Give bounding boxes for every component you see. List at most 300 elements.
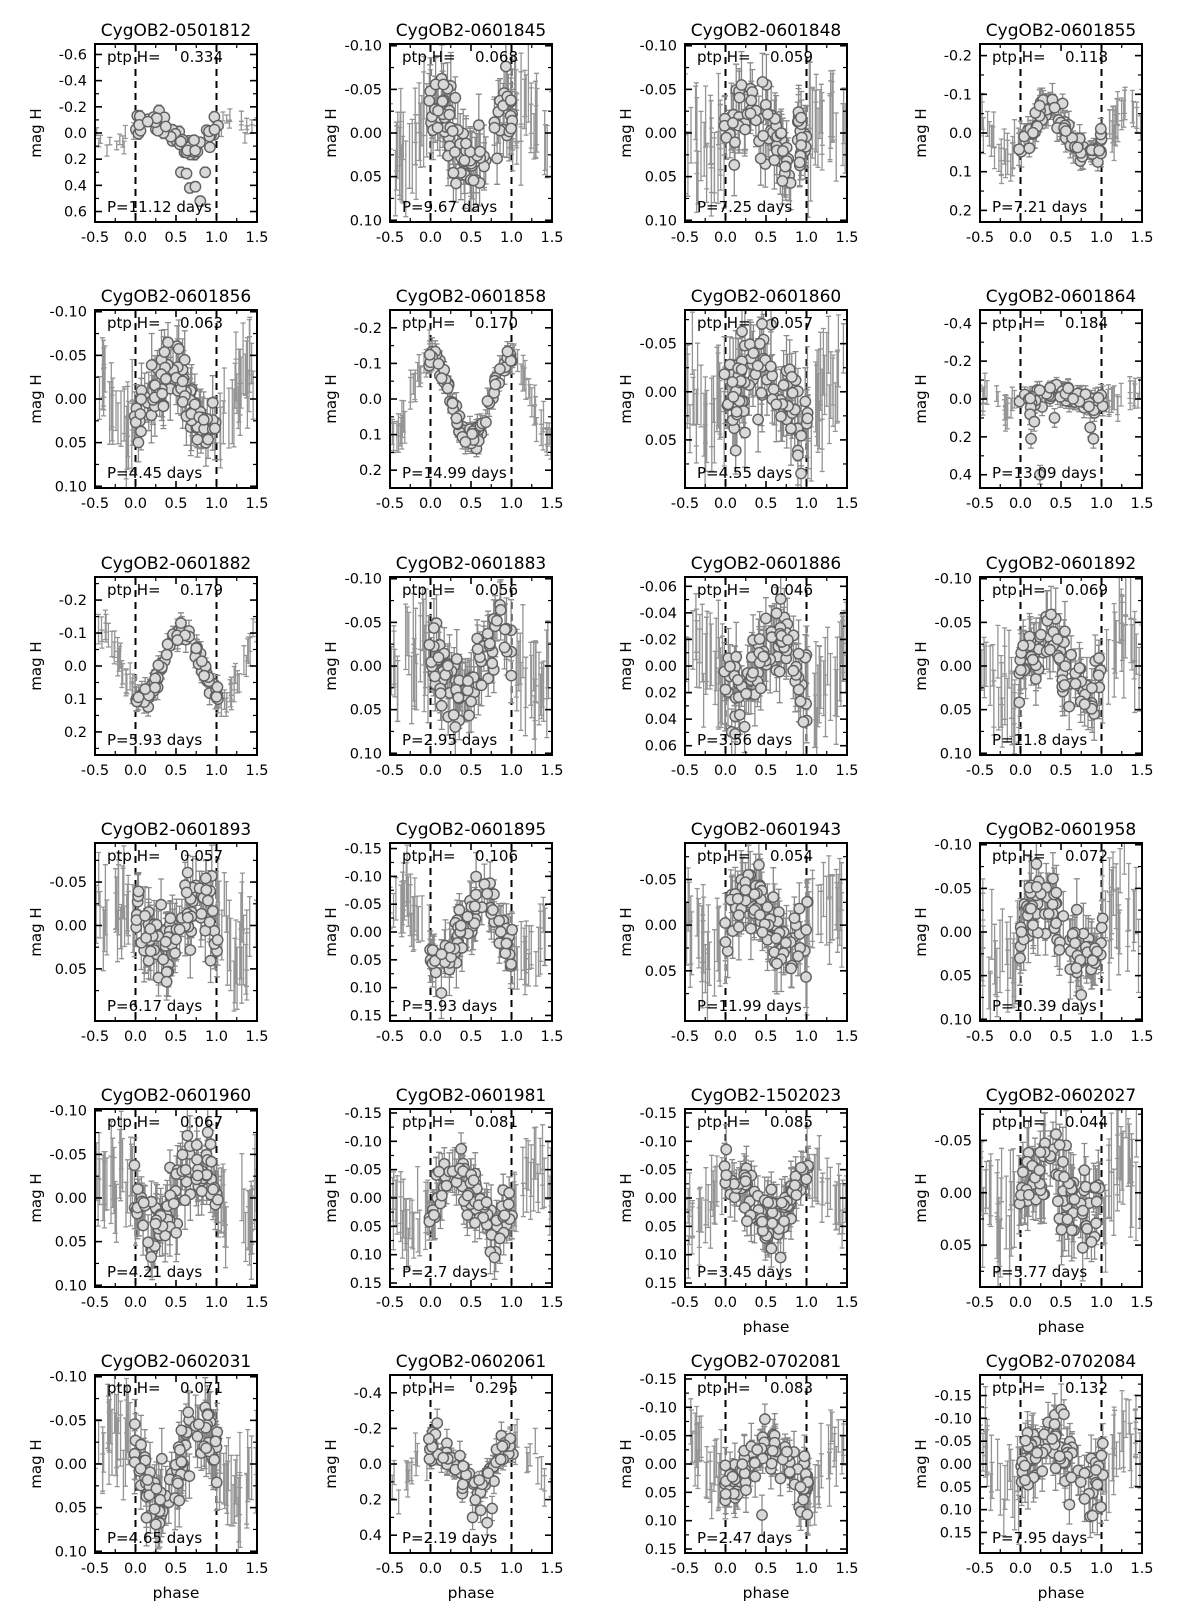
- panel-CygOB2-0601895: [322, 820, 564, 1045]
- y-tick-label: 0.00: [939, 1185, 972, 1202]
- panel-title: CygOB2-0501812: [100, 21, 252, 41]
- y-tick-label: 0.05: [939, 1238, 972, 1255]
- data-points: [424, 346, 517, 454]
- x-axis-label: phase: [742, 1584, 790, 1602]
- x-tick-label: -0.5: [670, 1029, 700, 1045]
- ptp-value: 0.063: [180, 314, 223, 332]
- x-tick-label: 1.0: [499, 763, 524, 779]
- ptp-value: 0.069: [1065, 581, 1108, 599]
- panel-title: CygOB2-0601943: [690, 820, 842, 840]
- x-tick-label: 1.5: [835, 1029, 859, 1045]
- y-axis-label: mag H: [322, 374, 340, 424]
- y-tick-label: -0.10: [344, 571, 382, 588]
- x-tick-label: 1.5: [245, 496, 269, 512]
- ptp-label: ptp H=: [107, 581, 161, 599]
- x-tick-label: -0.5: [80, 230, 110, 246]
- x-tick-label: 1.0: [499, 230, 524, 246]
- x-axis-label: phase: [152, 1584, 200, 1602]
- ptp-value: 0.068: [475, 48, 518, 66]
- y-tick-label: 0.2: [63, 152, 87, 169]
- panel-title: CygOB2-0601981: [395, 1086, 547, 1106]
- y-tick-label: -0.1: [353, 356, 382, 373]
- panel-title: CygOB2-0601860: [690, 287, 842, 307]
- y-tick-label: 0.10: [349, 980, 382, 997]
- y-tick-label: 0.04: [644, 712, 677, 729]
- x-tick-label: -0.5: [965, 230, 995, 246]
- ptp-label: ptp H=: [697, 1379, 751, 1397]
- x-tick-label: -0.5: [80, 763, 110, 779]
- x-tick-label: 0.5: [1049, 1029, 1073, 1045]
- ptp-value: 0.106: [475, 847, 518, 865]
- panel-CygOB2-0601981: [322, 1086, 564, 1311]
- y-tick-label: 0.10: [54, 479, 87, 496]
- y-tick-label: 0.05: [349, 1219, 382, 1236]
- y-tick-label: 0.00: [939, 925, 972, 941]
- y-tick-label: 0.0: [948, 392, 972, 408]
- y-axis-label: mag H: [27, 907, 45, 957]
- x-tick-label: 1.0: [1089, 496, 1114, 512]
- x-tick-label: 0.5: [459, 763, 483, 779]
- y-tick-label: 0.10: [644, 1247, 677, 1264]
- y-tick-label: -0.05: [49, 1147, 87, 1164]
- y-tick-label: 0.15: [939, 1525, 972, 1542]
- y-tick-label: 0.05: [939, 1479, 972, 1496]
- y-tick-label: -0.10: [344, 1134, 382, 1151]
- ptp-value: 0.057: [180, 847, 223, 865]
- panel-CygOB2-0601943: [617, 820, 859, 1045]
- y-tick-label: -0.05: [639, 82, 677, 99]
- panel-title: CygOB2-0601960: [100, 1086, 252, 1106]
- x-tick-label: 0.0: [1008, 1029, 1033, 1045]
- ptp-value: 0.132: [1065, 1379, 1108, 1397]
- y-tick-label: -0.05: [934, 881, 972, 898]
- y-tick-label: -0.10: [934, 571, 972, 588]
- y-tick-label: -0.10: [639, 38, 677, 55]
- x-tick-label: 1.5: [540, 763, 564, 779]
- y-tick-label: -0.10: [49, 1103, 87, 1120]
- panel-CygOB2-1502023: [617, 1086, 859, 1336]
- y-tick-label: -0.10: [639, 1134, 677, 1151]
- x-tick-label: 0.5: [164, 496, 188, 512]
- x-tick-label: 1.0: [794, 1561, 819, 1577]
- ptp-label: ptp H=: [402, 314, 456, 332]
- y-tick-label: 0.2: [358, 463, 382, 480]
- panel-CygOB2-0601845: [322, 21, 564, 246]
- y-axis-label: mag H: [322, 1173, 340, 1223]
- y-tick-label: 0.0: [358, 1457, 382, 1473]
- ptp-value: 0.170: [475, 314, 518, 332]
- y-tick-label: 0.1: [358, 427, 382, 444]
- y-tick-label: 0.15: [644, 1542, 677, 1559]
- x-tick-label: 0.0: [418, 1029, 443, 1045]
- panel-CygOB2-0601855: [912, 21, 1154, 246]
- ptp-label: ptp H=: [107, 1113, 161, 1131]
- panel-CygOB2-0601858: [322, 287, 564, 512]
- x-tick-label: 0.0: [418, 1561, 443, 1577]
- y-tick-label: -0.05: [344, 1162, 382, 1179]
- ptp-value: 0.057: [770, 314, 813, 332]
- y-tick-label: -0.2: [943, 48, 972, 65]
- x-tick-label: -0.5: [965, 1295, 995, 1311]
- x-tick-label: -0.5: [80, 496, 110, 512]
- y-axis-label: mag H: [617, 1173, 635, 1223]
- x-tick-label: 0.5: [164, 230, 188, 246]
- period-label: P=14.99 days: [402, 464, 507, 482]
- ptp-value: 0.118: [1065, 48, 1108, 66]
- y-axis-label: mag H: [617, 108, 635, 158]
- x-tick-label: 0.0: [1008, 1295, 1033, 1311]
- y-axis-label: mag H: [27, 108, 45, 158]
- y-axis-label: mag H: [912, 641, 930, 691]
- ptp-label: ptp H=: [992, 1113, 1046, 1131]
- y-tick-label: 0.4: [358, 1528, 382, 1545]
- y-tick-label: 0.02: [644, 685, 677, 702]
- x-tick-label: 1.5: [1130, 1561, 1154, 1577]
- x-tick-label: 1.5: [245, 1561, 269, 1577]
- y-tick-label: 0.6: [63, 204, 87, 221]
- period-label: P=6.17 days: [107, 997, 203, 1015]
- y-tick-label: 0.10: [349, 1247, 382, 1264]
- x-tick-label: 0.5: [754, 1295, 778, 1311]
- x-tick-label: 0.5: [1049, 496, 1073, 512]
- ptp-label: ptp H=: [697, 48, 751, 66]
- data-points: [131, 618, 223, 712]
- x-tick-label: 0.5: [754, 763, 778, 779]
- y-tick-label: -0.10: [639, 1400, 677, 1417]
- ptp-label: ptp H=: [402, 847, 456, 865]
- ptp-label: ptp H=: [402, 48, 456, 66]
- x-tick-label: 0.0: [123, 763, 148, 779]
- panel-CygOB2-0601864: [912, 287, 1154, 512]
- ptp-value: 0.085: [770, 1113, 813, 1131]
- x-tick-label: -0.5: [375, 1561, 405, 1577]
- x-tick-label: 1.5: [540, 1295, 564, 1311]
- y-tick-label: 0.05: [644, 963, 677, 980]
- y-tick-label: 0.05: [349, 702, 382, 719]
- y-tick-label: 0.05: [644, 1219, 677, 1236]
- y-tick-label: 0.2: [63, 724, 87, 741]
- x-tick-label: -0.5: [375, 230, 405, 246]
- x-tick-label: 1.5: [835, 496, 859, 512]
- ptp-value: 0.046: [770, 581, 813, 599]
- y-axis-label: mag H: [617, 907, 635, 957]
- panel-CygOB2-0601960: [27, 1086, 269, 1311]
- x-tick-label: 0.0: [418, 230, 443, 246]
- y-tick-label: 0.10: [644, 1513, 677, 1530]
- x-tick-label: -0.5: [375, 1295, 405, 1311]
- x-tick-label: 1.5: [540, 230, 564, 246]
- x-tick-label: 1.0: [499, 1029, 524, 1045]
- y-tick-label: 0.00: [939, 659, 972, 675]
- panel-CygOB2-0601886: [617, 554, 859, 779]
- ptp-label: ptp H=: [402, 581, 456, 599]
- panel-title: CygOB2-0601883: [395, 554, 547, 574]
- period-label: P=13.09 days: [992, 464, 1097, 482]
- panel-title: CygOB2-0601856: [100, 287, 252, 307]
- x-tick-label: 1.0: [1089, 1029, 1114, 1045]
- y-tick-label: 0.00: [644, 918, 677, 935]
- panel-CygOB2-0601958: [912, 820, 1154, 1045]
- y-axis-label: mag H: [912, 108, 930, 158]
- ptp-value: 0.184: [1065, 314, 1108, 332]
- y-tick-label: 0.00: [644, 659, 677, 675]
- panel-CygOB2-0602027: [912, 1086, 1154, 1336]
- x-tick-label: 0.5: [164, 1029, 188, 1045]
- ptp-label: ptp H=: [107, 48, 161, 66]
- ptp-value: 0.054: [770, 847, 813, 865]
- panel-title: CygOB2-0601895: [395, 820, 547, 840]
- y-tick-label: 0.05: [349, 169, 382, 186]
- y-tick-label: -0.05: [639, 872, 677, 889]
- y-tick-label: -0.10: [49, 304, 87, 321]
- x-tick-label: 1.0: [1089, 763, 1114, 779]
- x-tick-label: 0.5: [459, 1029, 483, 1045]
- ptp-label: ptp H=: [992, 1379, 1046, 1397]
- y-tick-label: 0.1: [948, 164, 972, 181]
- panel-CygOB2-0601893: [27, 820, 269, 1045]
- panel-title: CygOB2-0601855: [985, 21, 1137, 41]
- x-tick-label: 0.5: [459, 1295, 483, 1311]
- x-tick-label: 0.0: [713, 1561, 738, 1577]
- panel-title: CygOB2-0601886: [690, 554, 842, 574]
- period-label: P=4.65 days: [107, 1529, 203, 1547]
- x-tick-label: 0.5: [164, 1295, 188, 1311]
- panel-title: CygOB2-0702084: [985, 1352, 1137, 1372]
- period-label: P=3.56 days: [697, 731, 793, 749]
- x-tick-label: 1.0: [794, 1295, 819, 1311]
- x-tick-label: 0.0: [123, 496, 148, 512]
- x-tick-label: 1.0: [204, 1561, 229, 1577]
- y-tick-label: 0.05: [54, 1500, 87, 1517]
- ptp-label: ptp H=: [992, 48, 1046, 66]
- x-tick-label: 0.0: [123, 230, 148, 246]
- x-tick-label: 1.0: [204, 1029, 229, 1045]
- x-tick-label: 1.0: [499, 1295, 524, 1311]
- y-axis-label: mag H: [322, 108, 340, 158]
- data-points: [719, 594, 812, 739]
- ptp-label: ptp H=: [402, 1379, 456, 1397]
- y-tick-label: -0.2: [353, 1421, 382, 1438]
- panel-title: CygOB2-0601848: [690, 21, 842, 41]
- y-axis-label: mag H: [27, 1173, 45, 1223]
- period-label: P=10.39 days: [992, 997, 1097, 1015]
- period-label: P=9.67 days: [402, 198, 498, 216]
- ptp-label: ptp H=: [402, 1113, 456, 1131]
- y-tick-label: 0.2: [948, 203, 972, 220]
- y-tick-label: 0.05: [54, 1234, 87, 1251]
- x-tick-label: 1.5: [1130, 1029, 1154, 1045]
- panel-title: CygOB2-0602027: [985, 1086, 1137, 1106]
- y-tick-label: 0.05: [349, 952, 382, 969]
- x-tick-label: 1.5: [540, 1561, 564, 1577]
- y-axis-label: mag H: [617, 641, 635, 691]
- data-points: [424, 61, 517, 188]
- ptp-value: 0.056: [475, 581, 518, 599]
- period-label: P=5.77 days: [992, 1263, 1088, 1281]
- x-tick-label: 0.0: [1008, 1561, 1033, 1577]
- y-tick-label: -0.2: [943, 354, 972, 371]
- y-tick-label: 0.15: [349, 1008, 382, 1025]
- ptp-label: ptp H=: [697, 847, 751, 865]
- x-tick-label: 1.5: [540, 496, 564, 512]
- x-tick-label: -0.5: [670, 230, 700, 246]
- x-tick-label: 1.0: [794, 496, 819, 512]
- y-tick-label: -0.15: [639, 1371, 677, 1388]
- panel-title: CygOB2-0601845: [395, 21, 547, 41]
- ptp-label: ptp H=: [992, 847, 1046, 865]
- x-tick-label: 0.5: [459, 1561, 483, 1577]
- y-tick-label: 0.00: [54, 918, 87, 935]
- x-tick-label: 1.0: [1089, 1561, 1114, 1577]
- y-tick-label: -0.05: [639, 336, 677, 353]
- panel-CygOB2-0601848: [617, 21, 859, 246]
- x-tick-label: 1.5: [835, 230, 859, 246]
- y-tick-label: -0.15: [344, 1105, 382, 1122]
- panel-title: CygOB2-0601958: [985, 820, 1137, 840]
- y-tick-label: -0.05: [934, 1133, 972, 1150]
- panel-title: CygOB2-0702081: [690, 1352, 842, 1372]
- panel-CygOB2-0501812: [27, 21, 269, 246]
- period-label: P=7.25 days: [697, 198, 793, 216]
- x-tick-label: 0.5: [754, 496, 778, 512]
- panel-CygOB2-0601883: [322, 554, 564, 779]
- x-tick-label: 1.0: [204, 1295, 229, 1311]
- panel-CygOB2-0702081: [617, 1352, 859, 1602]
- y-axis-label: mag H: [912, 1173, 930, 1223]
- panel-CygOB2-0601892: [912, 554, 1154, 779]
- ptp-label: ptp H=: [992, 581, 1046, 599]
- y-tick-label: -0.15: [639, 1105, 677, 1122]
- x-tick-label: 1.5: [245, 1029, 269, 1045]
- x-tick-label: 0.0: [713, 230, 738, 246]
- y-tick-label: 0.00: [349, 126, 382, 142]
- period-label: P=11.12 days: [107, 198, 212, 216]
- period-label: P=2.47 days: [697, 1529, 793, 1547]
- panel-title: CygOB2-0601892: [985, 554, 1137, 574]
- period-label: P=2.7 days: [402, 1263, 488, 1281]
- x-tick-label: -0.5: [670, 496, 700, 512]
- period-label: P=4.21 days: [107, 1263, 203, 1281]
- x-tick-label: 0.5: [754, 1029, 778, 1045]
- period-label: P=3.45 days: [697, 1263, 793, 1281]
- x-tick-label: 0.5: [754, 1561, 778, 1577]
- x-tick-label: 0.0: [418, 1295, 443, 1311]
- x-tick-label: 0.0: [713, 496, 738, 512]
- x-tick-label: 1.0: [794, 230, 819, 246]
- ptp-value: 0.334: [180, 48, 223, 66]
- x-tick-label: 1.5: [1130, 763, 1154, 779]
- ptp-value: 0.295: [475, 1379, 518, 1397]
- panel-title: CygOB2-0601893: [100, 820, 252, 840]
- y-tick-label: 0.05: [644, 169, 677, 186]
- x-tick-label: 1.0: [1089, 230, 1114, 246]
- y-tick-label: 0.00: [349, 659, 382, 675]
- x-tick-label: -0.5: [965, 1561, 995, 1577]
- y-tick-label: 0.0: [63, 126, 87, 142]
- y-axis-label: mag H: [912, 374, 930, 424]
- y-tick-label: 0.4: [63, 178, 87, 195]
- y-tick-label: -0.05: [344, 615, 382, 632]
- y-axis-label: mag H: [617, 1439, 635, 1489]
- y-tick-label: 0.00: [349, 1191, 382, 1207]
- x-tick-label: 1.0: [499, 1561, 524, 1577]
- x-tick-label: 1.5: [245, 763, 269, 779]
- y-axis-label: mag H: [27, 641, 45, 691]
- y-tick-label: -0.05: [934, 1434, 972, 1451]
- x-tick-label: -0.5: [375, 763, 405, 779]
- ptp-label: ptp H=: [107, 847, 161, 865]
- x-axis-label: phase: [1037, 1584, 1085, 1602]
- ptp-value: 0.081: [475, 1113, 518, 1131]
- x-tick-label: 1.5: [835, 1295, 859, 1311]
- x-tick-label: 1.5: [835, 763, 859, 779]
- y-axis-label: mag H: [27, 1439, 45, 1489]
- ptp-label: ptp H=: [107, 1379, 161, 1397]
- y-tick-label: -0.05: [49, 1413, 87, 1430]
- y-tick-label: 0.0: [948, 126, 972, 142]
- y-tick-label: 0.05: [644, 432, 677, 449]
- y-axis-label: mag H: [322, 641, 340, 691]
- y-tick-label: 0.00: [54, 392, 87, 408]
- x-tick-label: -0.5: [375, 1029, 405, 1045]
- x-tick-label: 1.5: [540, 1029, 564, 1045]
- panel-title: CygOB2-0601864: [985, 287, 1137, 307]
- x-tick-label: 0.5: [1049, 763, 1073, 779]
- data-points: [129, 337, 220, 448]
- y-axis-label: mag H: [322, 907, 340, 957]
- x-tick-label: 0.0: [123, 1029, 148, 1045]
- y-tick-label: 0.10: [939, 1502, 972, 1519]
- y-tick-label: 0.10: [644, 213, 677, 230]
- x-tick-label: 0.0: [1008, 230, 1033, 246]
- y-tick-label: 0.10: [349, 213, 382, 230]
- y-tick-label: 0.15: [644, 1276, 677, 1293]
- y-tick-label: -0.10: [49, 1369, 87, 1386]
- y-tick-label: -0.10: [344, 869, 382, 886]
- y-tick-label: -0.10: [934, 1411, 972, 1428]
- y-tick-label: 0.06: [644, 738, 677, 755]
- y-tick-label: 0.00: [644, 384, 677, 401]
- x-tick-label: 1.5: [1130, 1295, 1154, 1311]
- y-tick-label: 0.10: [939, 746, 972, 763]
- x-tick-label: 0.5: [164, 1561, 188, 1577]
- y-tick-label: 0.00: [644, 1457, 677, 1473]
- period-label: P=11.8 days: [992, 731, 1088, 749]
- panel-title: CygOB2-0601882: [100, 554, 252, 574]
- y-axis-label: mag H: [912, 1439, 930, 1489]
- ptp-label: ptp H=: [107, 314, 161, 332]
- y-tick-label: -0.05: [344, 82, 382, 99]
- ptp-value: 0.072: [1065, 847, 1108, 865]
- panel-CygOB2-0602061: [322, 1352, 564, 1602]
- x-tick-label: 0.5: [1049, 1295, 1073, 1311]
- y-tick-label: 0.10: [54, 1278, 87, 1295]
- panel-title: CygOB2-1502023: [690, 1086, 842, 1106]
- x-tick-label: 0.0: [1008, 763, 1033, 779]
- period-label: P=7.21 days: [992, 198, 1088, 216]
- y-tick-label: 0.10: [939, 1012, 972, 1029]
- y-tick-label: -0.05: [49, 875, 87, 892]
- data-points: [129, 1402, 222, 1529]
- x-tick-label: 0.0: [713, 1029, 738, 1045]
- x-tick-label: -0.5: [965, 763, 995, 779]
- panel-title: CygOB2-0601858: [395, 287, 547, 307]
- x-tick-label: 0.0: [1008, 496, 1033, 512]
- x-tick-label: 0.5: [1049, 230, 1073, 246]
- y-tick-label: -0.15: [344, 841, 382, 858]
- x-tick-label: 1.0: [204, 230, 229, 246]
- data-points: [424, 1418, 518, 1528]
